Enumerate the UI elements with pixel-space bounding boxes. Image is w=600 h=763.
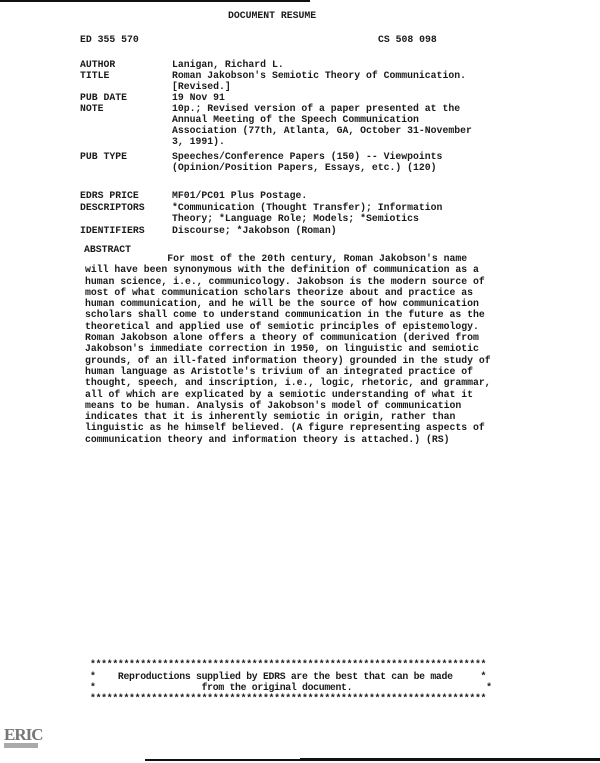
footer-line-1: * Reproductions supplied by EDRS are the best that can be made * [90,671,487,682]
field-value-descriptors: Theory; *Language Role; Models; *Semiotics [172,213,419,224]
field-value-pub-type: Speeches/Conference Papers (150) -- Viewpoints [172,151,443,162]
abstract-text: For most of the 20th century, Roman Jakobson's name will have been synonymous with the definition of communication as a human science, i.e., communicology. Jakobson is the modern source of most of what communication scholars theorize about and practice as human communication, and he will be the source of how communication scholars shall come to understand communication in the future as the theoretical and applied use of semiotic principles of epistemology. Roman Jakobson alone offers a theory of communication (derived from Jakobson's immediate correction in 1950, on linguistic and semiotic grounds, of an ill-fated information theory) grounded in the study of human language as Aristotle's trivium of an integrated practice of thought, speech, and inscription, i.e., logic, rhetoric, and grammar, all of which are explicated by a semiotic understanding of what it means to be human. Analysis of Jakobson's model of communication indicates that it is inherently semiotic in origin, rather than linguistic as he himself believed. (A figure representing aspects of communication theory and information theory is attached.) (RS) [85,253,491,445]
footer-line-2: * from the original document. * [90,682,492,693]
field-value-descriptors: *Communication (Thought Transfer); Information [172,202,443,213]
field-value-pub-date: 19 Nov 91 [172,92,225,103]
field-value-pub-type: (Opinion/Position Papers, Essays, etc.) (120) [172,162,437,173]
scan-edge-bottom [300,758,600,761]
field-label-title: TITLE [80,70,110,81]
field-value-note: Association (77th, Atlanta, GA, October 31-November [172,125,472,136]
field-label-note: NOTE [80,103,104,114]
field-value-title: Roman Jakobson's Semiotic Theory of Communication. [172,70,466,81]
footer-stars-top: *********************************************************************** [90,659,487,670]
document-title: DOCUMENT RESUME [228,10,317,21]
scan-edge-top [0,0,310,2]
field-value-author: Lanigan, Richard L. [172,59,284,70]
abstract-heading: ABSTRACT [84,244,132,255]
field-value-edrs-price: MF01/PC01 Plus Postage. [172,190,308,201]
field-value-note: Annual Meeting of the Speech Communication [172,114,419,125]
cs-number: CS 508 098 [378,34,437,45]
eric-logo-text: ERIC [4,725,43,744]
field-label-pub-date: PUB DATE [80,92,128,103]
field-value-identifiers: Discourse; *Jakobson (Roman) [172,225,337,236]
field-label-author: AUTHOR [80,59,116,70]
field-label-edrs-price: EDRS PRICE [80,190,139,201]
field-label-pub-type: PUB TYPE [80,151,128,162]
field-value-title: [Revised.] [172,81,231,92]
field-label-identifiers: IDENTIFIERS [80,225,145,236]
ed-number: ED 355 570 [80,34,139,45]
eric-logo [4,725,43,759]
field-value-note: 3, 1991). [172,136,225,147]
field-value-note: 10p.; Revised version of a paper presented at the [172,103,461,114]
field-label-descriptors: DESCRIPTORS [80,202,145,213]
footer-stars-bottom: *********************************************************************** [90,693,487,704]
